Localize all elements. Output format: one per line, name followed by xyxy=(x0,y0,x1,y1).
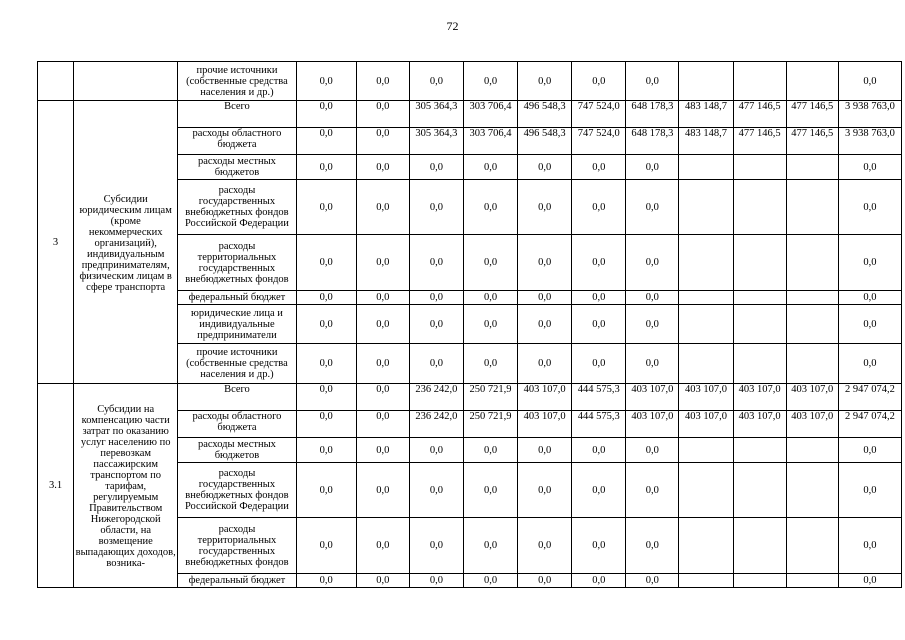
value-cell xyxy=(786,574,838,588)
value-cell: 477 146,5 xyxy=(786,128,838,155)
value-cell: 0,0 xyxy=(296,518,356,574)
value-cell xyxy=(679,305,733,344)
value-cell: 0,0 xyxy=(463,155,517,180)
value-cell: 0,0 xyxy=(463,344,517,384)
value-cell: 0,0 xyxy=(296,574,356,588)
value-cell: 0,0 xyxy=(463,180,517,235)
value-cell: 0,0 xyxy=(409,155,463,180)
program-name-cell: Субсидии юридическим лицам (кроме некоммерческих организаций), индивидуальным предпринимателям, физическим лицам в сфере транспорта xyxy=(74,101,178,384)
value-cell: 236 242,0 xyxy=(409,384,463,411)
table-row xyxy=(38,62,902,101)
funding-source-cell: Всего xyxy=(178,101,296,128)
value-cell: 0,0 xyxy=(572,180,626,235)
value-cell xyxy=(679,574,733,588)
value-cell: 0,0 xyxy=(356,438,409,463)
table-row xyxy=(38,384,902,411)
value-cell: 0,0 xyxy=(838,463,901,518)
value-cell: 0,0 xyxy=(518,518,572,574)
value-cell: 0,0 xyxy=(356,235,409,291)
funding-source-cell: расходы областного бюджета xyxy=(178,411,296,438)
value-cell xyxy=(786,305,838,344)
value-cell xyxy=(679,155,733,180)
value-cell: 0,0 xyxy=(626,62,679,101)
value-cell: 0,0 xyxy=(296,155,356,180)
value-cell xyxy=(679,518,733,574)
table-row xyxy=(38,101,902,128)
value-cell: 0,0 xyxy=(356,384,409,411)
value-cell: 0,0 xyxy=(356,180,409,235)
value-cell: 0,0 xyxy=(356,128,409,155)
value-cell: 0,0 xyxy=(838,235,901,291)
value-cell: 0,0 xyxy=(626,463,679,518)
program-name-cell xyxy=(74,62,178,101)
value-cell: 0,0 xyxy=(572,574,626,588)
value-cell: 0,0 xyxy=(356,518,409,574)
value-cell: 403 107,0 xyxy=(626,384,679,411)
value-cell xyxy=(679,463,733,518)
value-cell: 0,0 xyxy=(409,291,463,305)
value-cell: 444 575,3 xyxy=(572,411,626,438)
value-cell xyxy=(786,344,838,384)
value-cell: 0,0 xyxy=(518,155,572,180)
value-cell: 0,0 xyxy=(296,291,356,305)
row-number-cell: 3.1 xyxy=(38,384,74,588)
value-cell: 2 947 074,2 xyxy=(838,411,901,438)
value-cell: 0,0 xyxy=(296,463,356,518)
value-cell: 0,0 xyxy=(626,344,679,384)
value-cell: 236 242,0 xyxy=(409,411,463,438)
value-cell: 0,0 xyxy=(463,235,517,291)
value-cell: 0,0 xyxy=(296,411,356,438)
value-cell: 3 938 763,0 xyxy=(838,101,901,128)
funding-source-cell: расходы местных бюджетов xyxy=(178,155,296,180)
value-cell: 0,0 xyxy=(572,235,626,291)
value-cell: 403 107,0 xyxy=(679,411,733,438)
value-cell: 0,0 xyxy=(296,128,356,155)
value-cell xyxy=(786,463,838,518)
value-cell: 0,0 xyxy=(356,463,409,518)
funding-source-cell: Всего xyxy=(178,384,296,411)
value-cell: 0,0 xyxy=(296,344,356,384)
value-cell xyxy=(786,518,838,574)
value-cell: 0,0 xyxy=(572,518,626,574)
value-cell: 0,0 xyxy=(626,518,679,574)
value-cell: 0,0 xyxy=(356,411,409,438)
value-cell: 0,0 xyxy=(409,463,463,518)
value-cell xyxy=(679,291,733,305)
funding-source-cell: расходы государственных внебюджетных фондов Российской Федерации xyxy=(178,180,296,235)
value-cell: 0,0 xyxy=(409,438,463,463)
value-cell: 0,0 xyxy=(838,518,901,574)
value-cell xyxy=(733,518,786,574)
value-cell: 0,0 xyxy=(409,62,463,101)
value-cell: 0,0 xyxy=(356,305,409,344)
value-cell: 0,0 xyxy=(409,518,463,574)
value-cell: 0,0 xyxy=(838,438,901,463)
value-cell: 0,0 xyxy=(463,62,517,101)
value-cell: 0,0 xyxy=(409,180,463,235)
value-cell: 0,0 xyxy=(409,305,463,344)
value-cell: 0,0 xyxy=(838,180,901,235)
value-cell: 0,0 xyxy=(626,574,679,588)
value-cell xyxy=(679,235,733,291)
value-cell: 477 146,5 xyxy=(733,128,786,155)
budget-table xyxy=(37,61,902,588)
value-cell xyxy=(733,344,786,384)
value-cell xyxy=(679,344,733,384)
value-cell: 477 146,5 xyxy=(786,101,838,128)
value-cell: 0,0 xyxy=(296,180,356,235)
value-cell: 403 107,0 xyxy=(518,411,572,438)
value-cell: 496 548,3 xyxy=(518,101,572,128)
value-cell: 0,0 xyxy=(518,305,572,344)
value-cell xyxy=(733,62,786,101)
value-cell: 0,0 xyxy=(356,291,409,305)
value-cell: 0,0 xyxy=(572,305,626,344)
value-cell: 0,0 xyxy=(356,155,409,180)
value-cell: 250 721,9 xyxy=(463,384,517,411)
value-cell: 0,0 xyxy=(356,62,409,101)
value-cell: 0,0 xyxy=(518,463,572,518)
value-cell: 0,0 xyxy=(356,344,409,384)
value-cell: 0,0 xyxy=(463,305,517,344)
funding-source-cell: прочие источники (собственные средства населения и др.) xyxy=(178,344,296,384)
value-cell xyxy=(733,574,786,588)
value-cell: 0,0 xyxy=(838,305,901,344)
value-cell: 444 575,3 xyxy=(572,384,626,411)
value-cell: 0,0 xyxy=(572,291,626,305)
value-cell: 0,0 xyxy=(626,180,679,235)
funding-source-cell: федеральный бюджет xyxy=(178,574,296,588)
value-cell: 403 107,0 xyxy=(733,384,786,411)
value-cell: 403 107,0 xyxy=(679,384,733,411)
value-cell: 0,0 xyxy=(296,384,356,411)
value-cell: 0,0 xyxy=(296,305,356,344)
funding-source-cell: расходы местных бюджетов xyxy=(178,438,296,463)
value-cell: 0,0 xyxy=(572,62,626,101)
value-cell: 648 178,3 xyxy=(626,101,679,128)
value-cell: 0,0 xyxy=(356,101,409,128)
funding-source-cell: расходы территориальных государственных внебюджетных фондов xyxy=(178,235,296,291)
value-cell: 0,0 xyxy=(518,62,572,101)
value-cell: 0,0 xyxy=(838,291,901,305)
value-cell: 0,0 xyxy=(518,574,572,588)
value-cell: 0,0 xyxy=(572,155,626,180)
value-cell xyxy=(786,438,838,463)
value-cell: 0,0 xyxy=(626,438,679,463)
value-cell: 0,0 xyxy=(463,463,517,518)
value-cell: 305 364,3 xyxy=(409,101,463,128)
value-cell: 250 721,9 xyxy=(463,411,517,438)
value-cell xyxy=(733,291,786,305)
value-cell: 403 107,0 xyxy=(786,384,838,411)
value-cell xyxy=(786,155,838,180)
value-cell: 0,0 xyxy=(296,101,356,128)
value-cell: 303 706,4 xyxy=(463,101,517,128)
value-cell: 0,0 xyxy=(463,574,517,588)
value-cell: 0,0 xyxy=(572,344,626,384)
value-cell: 0,0 xyxy=(463,438,517,463)
value-cell xyxy=(679,180,733,235)
value-cell: 3 938 763,0 xyxy=(838,128,901,155)
value-cell xyxy=(733,180,786,235)
value-cell xyxy=(786,62,838,101)
value-cell: 0,0 xyxy=(518,438,572,463)
value-cell xyxy=(733,235,786,291)
value-cell xyxy=(679,438,733,463)
value-cell: 0,0 xyxy=(838,62,901,101)
value-cell: 747 524,0 xyxy=(572,128,626,155)
value-cell: 0,0 xyxy=(296,235,356,291)
value-cell: 0,0 xyxy=(838,574,901,588)
value-cell: 0,0 xyxy=(409,574,463,588)
value-cell: 303 706,4 xyxy=(463,128,517,155)
value-cell: 0,0 xyxy=(409,344,463,384)
value-cell: 0,0 xyxy=(626,155,679,180)
funding-source-cell: федеральный бюджет xyxy=(178,291,296,305)
value-cell xyxy=(733,155,786,180)
value-cell xyxy=(733,463,786,518)
value-cell: 0,0 xyxy=(626,291,679,305)
value-cell: 0,0 xyxy=(572,463,626,518)
value-cell xyxy=(786,291,838,305)
value-cell: 2 947 074,2 xyxy=(838,384,901,411)
funding-source-cell: прочие источники (собственные средства населения и др.) xyxy=(178,62,296,101)
value-cell xyxy=(679,62,733,101)
value-cell: 648 178,3 xyxy=(626,128,679,155)
page-number: 72 xyxy=(446,19,459,33)
value-cell: 0,0 xyxy=(296,62,356,101)
row-number-cell xyxy=(38,62,74,101)
value-cell xyxy=(786,180,838,235)
value-cell: 496 548,3 xyxy=(518,128,572,155)
value-cell: 0,0 xyxy=(626,305,679,344)
funding-source-cell: расходы территориальных государственных внебюджетных фондов xyxy=(178,518,296,574)
value-cell: 0,0 xyxy=(626,235,679,291)
table-body xyxy=(38,62,902,588)
value-cell: 0,0 xyxy=(572,438,626,463)
value-cell: 0,0 xyxy=(838,155,901,180)
value-cell: 483 148,7 xyxy=(679,101,733,128)
value-cell: 403 107,0 xyxy=(786,411,838,438)
value-cell: 0,0 xyxy=(518,291,572,305)
value-cell: 0,0 xyxy=(838,344,901,384)
funding-source-cell: расходы государственных внебюджетных фондов Российской Федерации xyxy=(178,463,296,518)
value-cell: 0,0 xyxy=(356,574,409,588)
value-cell xyxy=(786,235,838,291)
value-cell: 0,0 xyxy=(518,235,572,291)
value-cell: 0,0 xyxy=(409,235,463,291)
program-name-cell: Субсидии на компенсацию части затрат по оказанию услуг населению по перевозкам пассажирским транспортом по тарифам, регулируемым Правительством Нижегородской области, на возмещение выпадающих доходов, возника- xyxy=(74,384,178,588)
value-cell: 305 364,3 xyxy=(409,128,463,155)
value-cell: 483 148,7 xyxy=(679,128,733,155)
value-cell: 0,0 xyxy=(518,180,572,235)
funding-source-cell: расходы областного бюджета xyxy=(178,128,296,155)
value-cell: 403 107,0 xyxy=(733,411,786,438)
value-cell xyxy=(733,438,786,463)
value-cell: 0,0 xyxy=(463,518,517,574)
value-cell: 403 107,0 xyxy=(626,411,679,438)
row-number-cell: 3 xyxy=(38,101,74,384)
value-cell: 477 146,5 xyxy=(733,101,786,128)
value-cell xyxy=(733,305,786,344)
value-cell: 747 524,0 xyxy=(572,101,626,128)
value-cell: 0,0 xyxy=(296,438,356,463)
value-cell: 0,0 xyxy=(518,344,572,384)
value-cell: 0,0 xyxy=(463,291,517,305)
funding-source-cell: юридические лица и индивидуальные предприниматели xyxy=(178,305,296,344)
value-cell: 403 107,0 xyxy=(518,384,572,411)
